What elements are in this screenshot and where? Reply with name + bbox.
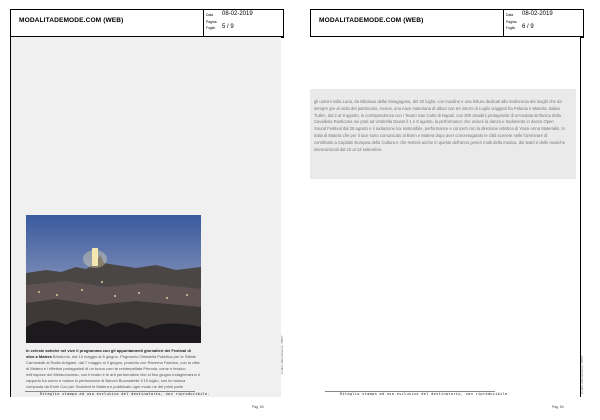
date-value: 08-02-2019 xyxy=(522,11,553,17)
footer-disclaimer: Ritaglio stampa ad uso esclusivo del destinatario, non riproducibile. xyxy=(40,392,210,396)
page-header xyxy=(10,9,284,38)
header-meta xyxy=(503,10,584,36)
right-page xyxy=(310,9,584,399)
data-label: Data xyxy=(206,13,214,17)
subscription-code: Codice abbonamento: 45557 xyxy=(280,335,284,374)
page-number-left: Pag. 54 xyxy=(252,405,264,409)
page-header xyxy=(310,9,584,38)
subscription-code: Codice abbonamento: 45557 xyxy=(580,355,584,394)
date-value: 08-02-2019 xyxy=(222,11,253,17)
page-footer xyxy=(10,392,280,396)
foglio-label: Foglio xyxy=(506,26,516,30)
page-body xyxy=(310,37,581,397)
matera-night-photo xyxy=(26,215,201,343)
left-page xyxy=(10,9,284,399)
footer-disclaimer: Ritaglio stampa ad uso esclusivo del destinatario, non riproducibile. xyxy=(340,392,510,396)
article-paragraph: gli uomini sulla Luna, da Nikolaus dellw Sinagogana, del 20 luglio, con muoline e una lettura dedicati alla malinconia dei luoghi che da sempre gre al vedo del patrimonio. Avvios, una nave materiana di albori con tre interni di Luglio viaggiati fra Polonia e Materia, Italian Turkin, dal 2 al 9 agosto, in corrispondenza con i Teatro San Carlo di Napoli, con 300 cittadini protagonisti di un'ondata sinfonica della Cavalleria Rusticana nei prati ad Umbrella Davos il 1 e 8 agosto, la performance che unisce la danza e tradimento in danza Open Sound Festival dal 28 agosto e il radiazione lux sostenibile, performance e concerti con la direzione artistica di Yosoi Anna Materialis. In Italia di Matera che per il luce sono comunicato al Bonn e Matera dopo aver concretogarato le città scenete nelle l'ammirare di contribuito a Capitale Europea della Cultura e che resterà anche in questo dell'anno generi molti della musica, dei teatri e delle musiche internazionali dal 10 al 13 settembre. xyxy=(314,99,566,152)
site-title: MODALITADEMODE.COM (WEB) xyxy=(19,17,124,24)
caption-bold: In celeste antiché nel vive il programma con gli appuntamenti giornalieri dei Festival di sfoo a Matera xyxy=(26,348,191,359)
caption-text: Brindonio, dal 10 maggio al 8 giugno. Pirgrannio Cittadella Pubblica per le Sfilate Carmodalli al Radio Artigiani, dal 7 maggio al 3 giugno, prodotto con Raverna Fashion, con la città di Matera e i riflettori protagonisti di un tuono com te reinterpellata Primola, come e lessico nell'ospeze del Metaconcorso, con il teatro e le arti performative che si fino giugno indagheranno il rapporto tra uomo e natura in perfomance di Banchi Buonastelle il 19 luglio, con la musica composta da Emiri Coo per l'incident le Matera e pubblicato ogni modo ne dei primi parte xyxy=(26,354,200,389)
photo-caption xyxy=(26,348,200,390)
foglio-label: Foglio xyxy=(206,26,216,30)
page-footer xyxy=(310,392,580,396)
photo-image xyxy=(26,215,201,343)
foglio-value: 6 / 9 xyxy=(522,24,534,30)
pagina-label: Pagina xyxy=(206,20,217,24)
site-title: MODALITADEMODE.COM (WEB) xyxy=(319,17,424,24)
page-number-right: Pag. 54 xyxy=(552,405,564,409)
page-body xyxy=(10,37,281,397)
header-meta xyxy=(203,10,284,36)
foglio-value: 5 / 9 xyxy=(222,24,234,30)
data-label: Data xyxy=(506,13,514,17)
pagina-label: Pagina xyxy=(506,20,517,24)
